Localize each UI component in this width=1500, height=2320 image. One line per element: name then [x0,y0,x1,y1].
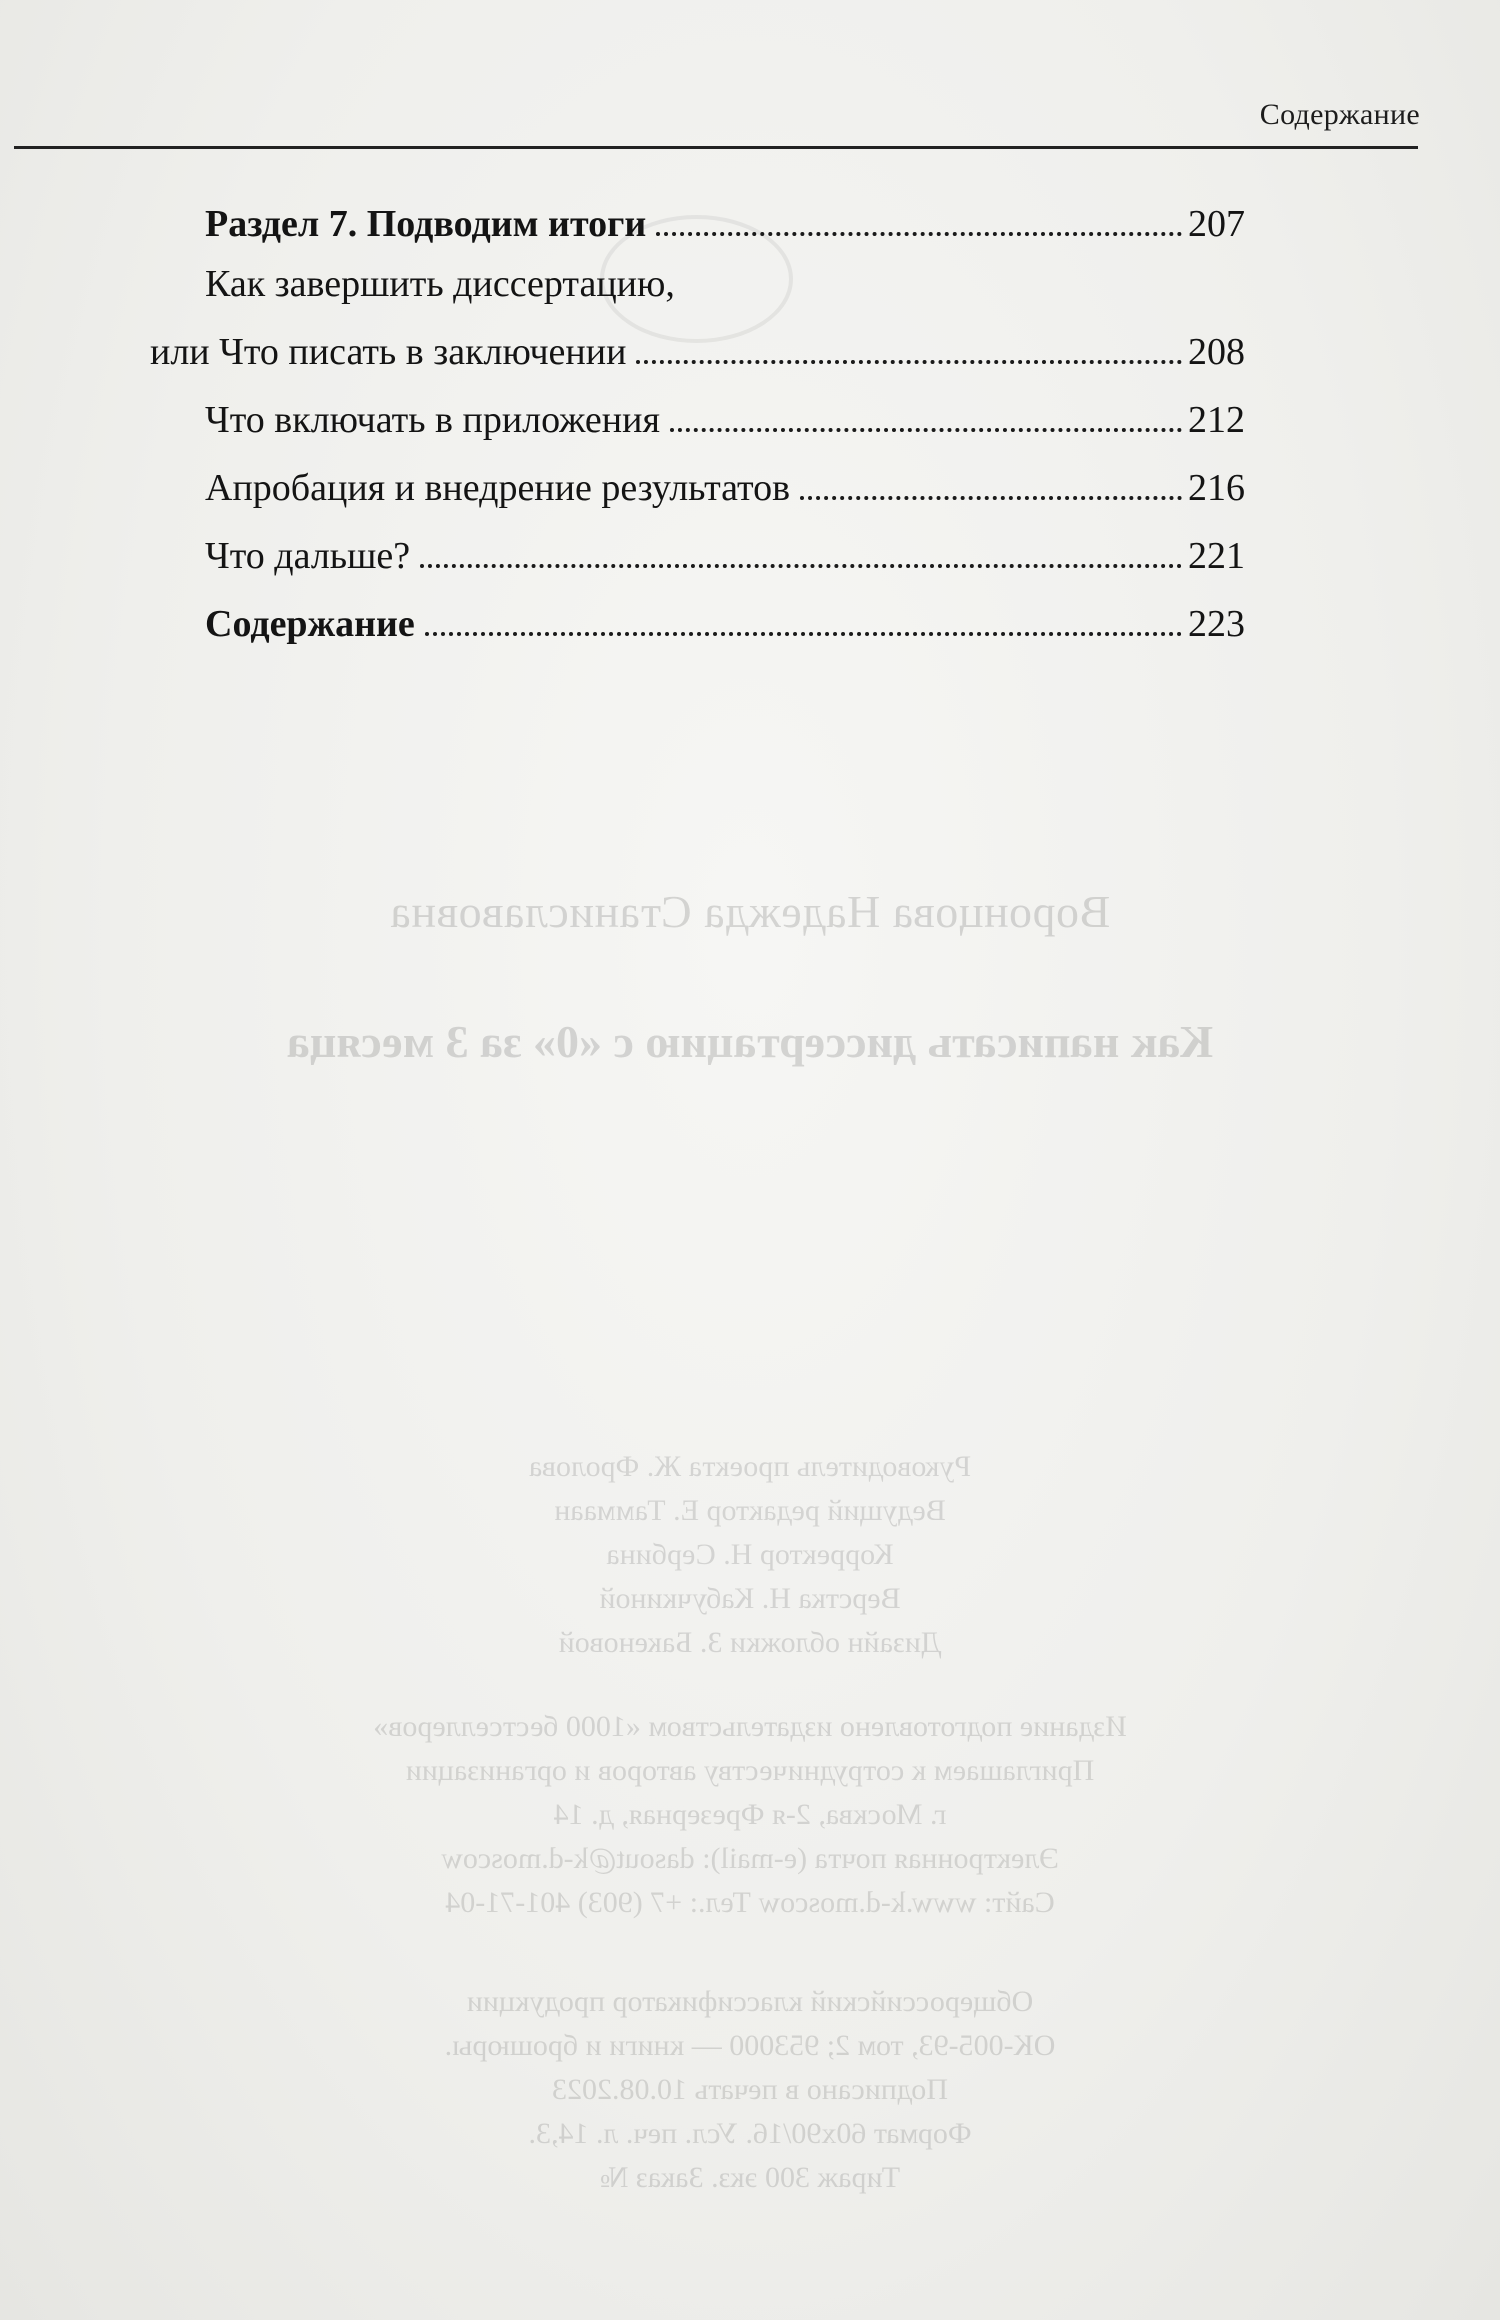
toc-entry-title: Содержание [205,603,415,645]
credit-line: Верстка Н. Кабучкиной [599,1582,901,1615]
credit-line: Ведущий редактор Е. Таммаан [554,1494,946,1527]
toc-entry-title: Апробация и внедрение результатов [205,467,791,509]
toc-entry-page: 216 [1188,467,1245,509]
classification-line: ОК-005-93, том 2; 953000 — книги и брошюры. [444,2029,1056,2062]
publisher-line: Сайт: www.k-d.moscow Тел.: +7 (903) 401-71-04 [445,1886,1055,1919]
credit-line: Корректор Н. Сербина [606,1538,894,1571]
credit-line: Руководитель проекта Ж. Фролова [528,1450,972,1483]
show-through-publisher [0,1705,1500,1925]
toc-entry-page: 212 [1188,399,1245,441]
publisher-line: Приглашаем к сотрудничеству авторов и организации [405,1754,1095,1787]
toc-entry [205,534,1245,584]
header-rule [14,146,1418,149]
toc-entry-page: 208 [1188,331,1245,373]
toc-entry [205,202,1245,252]
classification-line: Формат 60х90/16. Усл. печ. л. 14,3. [528,2117,972,2150]
toc-leader-dots [656,231,1182,236]
toc-entry-page: 221 [1188,535,1245,577]
toc-leader-dots [670,427,1182,432]
publisher-line: г. Москва, 2-я Фрезерная, д. 14 [553,1798,947,1831]
publisher-line: Электронная почта (e-mail): dasout@k-d.moscow [441,1842,1059,1875]
toc-entry-title-line1: Как завершить диссертацию, [205,263,675,305]
publisher-line: Издание подготовлено издательством «1000 бестселлеров» [373,1710,1127,1743]
toc-entry [205,602,1245,652]
toc-entry-title: Раздел 7. Подводим итоги [205,203,647,245]
show-through-credits [0,1445,1500,1665]
toc-entry-title: или Что писать в заключении [150,331,627,373]
show-through-author: Воронцова Надежда Станиславовна [389,886,1111,937]
toc-entry-title: Что дальше? [205,535,411,577]
toc-entry-title: Что включать в приложения [205,399,660,441]
classification-line: Общероссийский классификатор продукции [466,1985,1034,2018]
classification-line: Тираж 300 экз. Заказ № [599,2161,901,2194]
credit-line: Дизайн обложки З. Бакеновой [558,1626,942,1659]
toc-entry-page: 223 [1188,603,1245,645]
show-through-book-title: Как написать диссертацию с «0» за 3 месяца [286,1016,1214,1067]
toc-leader-dots [800,495,1182,500]
show-through-classification [0,1980,1500,2200]
classification-line: Подписано в печать 10.08.2023 [552,2073,948,2106]
running-head: Содержание [1259,98,1420,131]
toc-entry [205,398,1245,448]
toc-entry [205,466,1245,516]
toc-leader-dots [636,359,1182,364]
toc-entry-page: 207 [1188,203,1245,245]
toc-leader-dots [420,563,1182,568]
toc-leader-dots [425,631,1182,636]
toc-entry [150,330,1245,380]
